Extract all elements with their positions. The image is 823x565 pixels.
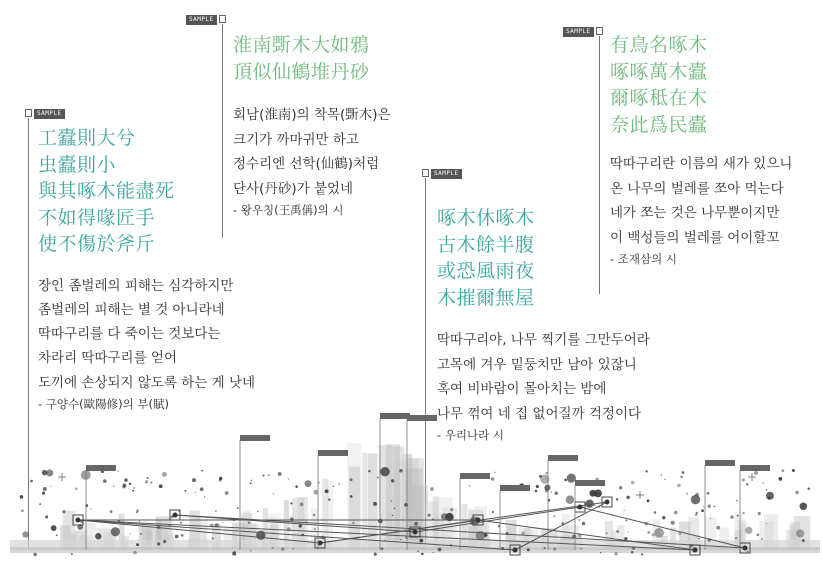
scatter-dot bbox=[631, 551, 634, 554]
scatter-dot bbox=[368, 470, 370, 472]
scatter-dot bbox=[492, 511, 494, 513]
scatter-dot bbox=[674, 511, 678, 515]
korean-line: 도끼에 손상되지 않도록 하는 게 낫네 bbox=[38, 374, 256, 391]
poem-4 bbox=[610, 32, 792, 267]
scatter-dot bbox=[250, 550, 251, 551]
scatter-dot bbox=[800, 503, 807, 510]
scatter-dot bbox=[201, 470, 203, 472]
scatter-dot bbox=[113, 485, 114, 486]
mini-tag bbox=[575, 480, 605, 486]
sample-tag: SAMPLE bbox=[186, 15, 217, 25]
scatter-dot bbox=[305, 480, 312, 487]
scatter-dot bbox=[164, 542, 166, 544]
scatter-dot bbox=[566, 496, 574, 504]
scatter-dot bbox=[45, 516, 48, 519]
scatter-dot bbox=[33, 553, 36, 556]
sample-tag: SAMPLE bbox=[563, 27, 594, 37]
scatter-dot bbox=[745, 527, 752, 534]
scatter-dot bbox=[707, 504, 711, 508]
scatter-dot bbox=[681, 476, 683, 478]
scatter-dot bbox=[22, 531, 28, 537]
sample-tag: SAMPLE bbox=[431, 169, 462, 179]
scatter-dot bbox=[792, 469, 795, 472]
scatter-dot bbox=[257, 511, 258, 512]
scatter-dot bbox=[580, 548, 581, 549]
scatter-dot bbox=[491, 477, 494, 480]
scatter-dot bbox=[521, 532, 524, 535]
network-node-dot bbox=[513, 548, 518, 553]
scatter-dot bbox=[414, 522, 418, 526]
scatter-dot bbox=[553, 547, 556, 550]
scatter-dot bbox=[553, 515, 555, 517]
scatter-dot bbox=[737, 515, 739, 517]
scatter-dot bbox=[567, 474, 576, 483]
scatter-dot bbox=[747, 551, 749, 553]
scatter-dot bbox=[136, 511, 138, 513]
scatter-dot bbox=[701, 509, 704, 512]
scatter-dot bbox=[222, 522, 223, 523]
korean-line: 딱따구리란 이름의 새가 있으니 bbox=[610, 156, 793, 172]
scatter-dot bbox=[62, 510, 65, 513]
scatter-dot bbox=[469, 485, 471, 487]
korean-line: 좀벌레의 피해는 별 것 아니라네 bbox=[38, 301, 225, 318]
scatter-dot bbox=[162, 472, 167, 477]
base-band bbox=[10, 547, 820, 553]
scatter-dot bbox=[626, 496, 630, 500]
scatter-dot bbox=[251, 480, 253, 482]
scatter-dot bbox=[544, 547, 546, 549]
scatter-dot bbox=[21, 509, 24, 512]
scatter-dot bbox=[710, 518, 711, 519]
hanja-line: 奈此爲民蠹 bbox=[610, 113, 708, 136]
scatter-dot bbox=[381, 547, 384, 550]
scatter-dot bbox=[766, 489, 768, 491]
scatter-dot bbox=[736, 500, 737, 501]
scatter-dot bbox=[43, 487, 47, 491]
scatter-dot bbox=[75, 488, 78, 491]
scatter-dot bbox=[157, 542, 160, 545]
scatter-dot bbox=[42, 492, 45, 495]
scatter-dot bbox=[124, 478, 127, 481]
scatter-dot bbox=[400, 539, 401, 540]
mini-tag bbox=[380, 413, 410, 419]
hanja-line: 工蠹則大兮 bbox=[38, 127, 136, 149]
scatter-dot bbox=[290, 517, 294, 521]
scatter-dot bbox=[392, 515, 393, 516]
scatter-dot bbox=[545, 489, 548, 492]
scatter-dot bbox=[192, 478, 196, 482]
scatter-dot bbox=[90, 508, 91, 509]
scatter-dot bbox=[20, 495, 24, 499]
scatter-dot bbox=[654, 528, 664, 538]
hanja-line: 古木餘半腹 bbox=[437, 233, 535, 256]
scatter-dot bbox=[664, 479, 665, 480]
scatter-dot bbox=[237, 507, 239, 509]
scatter-dot bbox=[394, 508, 396, 510]
scatter-dot bbox=[691, 495, 700, 504]
network-node-dot bbox=[605, 500, 610, 505]
scatter-dot bbox=[768, 497, 771, 500]
hanja-line: 或恐風雨夜 bbox=[437, 260, 535, 282]
scatter-dot bbox=[647, 531, 650, 534]
scatter-dot bbox=[380, 467, 389, 476]
scatter-dot bbox=[200, 487, 204, 491]
scatter-dot bbox=[757, 534, 760, 537]
scatter-dot bbox=[50, 486, 51, 487]
scatter-dot bbox=[484, 533, 488, 537]
scatter-dot bbox=[321, 536, 325, 540]
scatter-dot bbox=[313, 490, 318, 495]
scatter-dot bbox=[417, 550, 419, 552]
scatter-dot bbox=[219, 479, 222, 482]
scatter-dot bbox=[746, 483, 749, 486]
scatter-dot bbox=[293, 548, 294, 549]
scatter-dot bbox=[391, 479, 394, 482]
scatter-dot bbox=[758, 512, 761, 515]
mini-tag bbox=[740, 465, 770, 471]
scatter-dot bbox=[647, 499, 650, 502]
korean-line: 단사(丹砂)가 붙었네 bbox=[233, 180, 354, 197]
scatter-dot bbox=[133, 487, 135, 489]
scatter-dot bbox=[374, 553, 377, 556]
scatter-dot bbox=[399, 469, 403, 473]
hanja-line: 有鳥名啄木 bbox=[610, 34, 708, 56]
poem-hanja bbox=[38, 125, 255, 258]
scatter-dot bbox=[288, 478, 290, 480]
scatter-dot bbox=[232, 552, 236, 556]
scatter-dot bbox=[300, 502, 304, 506]
poem-hanja bbox=[233, 32, 391, 85]
hanja-line: 啄啄萬木蠹 bbox=[610, 60, 708, 83]
scatter-dot bbox=[133, 551, 137, 555]
scatter-dot bbox=[554, 491, 557, 494]
scatter-dot bbox=[703, 506, 704, 507]
scatter-dot bbox=[695, 514, 697, 516]
scatter-dot bbox=[699, 538, 700, 539]
scatter-dot bbox=[278, 472, 282, 476]
scatter-dot bbox=[250, 482, 252, 484]
scatter-dot bbox=[796, 529, 804, 537]
scatter-dot bbox=[682, 471, 685, 474]
scatter-dot bbox=[215, 510, 217, 512]
scatter-dot bbox=[122, 486, 125, 489]
scatter-dot bbox=[404, 503, 408, 507]
scatter-dot bbox=[795, 491, 798, 494]
scatter-dot bbox=[550, 491, 552, 493]
scatter-dot bbox=[582, 522, 585, 525]
scatter-dot bbox=[623, 510, 624, 511]
korean-line: 크기가 까마귀만 하고 bbox=[233, 131, 359, 148]
scatter-dot bbox=[136, 543, 139, 546]
scatter-dot bbox=[695, 512, 697, 514]
scatter-dot bbox=[527, 548, 530, 551]
scatter-dot bbox=[350, 478, 353, 481]
scatter-dot bbox=[212, 537, 214, 539]
scatter-dot bbox=[778, 477, 782, 481]
scatter-dot bbox=[268, 474, 270, 476]
scatter-dot bbox=[384, 539, 385, 540]
scatter-dot bbox=[735, 537, 738, 540]
shade-block bbox=[386, 444, 400, 550]
scatter-dot bbox=[686, 493, 688, 495]
poem-hanja bbox=[610, 32, 792, 138]
poem-translation bbox=[610, 152, 792, 250]
scatter-dot bbox=[204, 496, 205, 497]
scatter-dot bbox=[46, 469, 53, 476]
scatter-dot bbox=[273, 493, 274, 494]
network-node-dot bbox=[476, 518, 481, 523]
decorative-network-graphic bbox=[0, 400, 823, 565]
scatter-dot bbox=[631, 481, 634, 484]
scatter-dot bbox=[662, 516, 665, 519]
scatter-dot bbox=[641, 553, 644, 556]
scatter-dot bbox=[742, 478, 745, 481]
scatter-dot bbox=[564, 479, 567, 482]
korean-line: 혹여 비바람이 몰아치는 밤에 bbox=[437, 381, 607, 397]
marker-square bbox=[25, 109, 32, 117]
poem-translation bbox=[38, 274, 255, 395]
korean-line: 네가 쪼는 것은 나무뿐이지만 bbox=[610, 205, 780, 221]
scatter-dot bbox=[578, 519, 580, 521]
poem-translation bbox=[233, 103, 391, 201]
scatter-dot bbox=[51, 525, 57, 531]
scatter-dot bbox=[145, 482, 147, 484]
scatter-dot bbox=[175, 535, 179, 539]
scatter-dot bbox=[606, 532, 608, 534]
network-node-dot bbox=[743, 546, 748, 551]
scatter-dot bbox=[352, 522, 354, 524]
poem-source: - 왕우칭(王禹偁)의 시 bbox=[233, 203, 344, 217]
scatter-dot bbox=[677, 484, 680, 487]
scatter-dot bbox=[707, 492, 710, 495]
scatter-dot bbox=[110, 510, 113, 513]
mini-tag bbox=[460, 473, 490, 479]
scatter-dot bbox=[619, 486, 622, 489]
scatter-dot bbox=[645, 470, 647, 472]
mini-tag bbox=[407, 415, 437, 421]
scatter-dot bbox=[132, 490, 134, 492]
marker-square bbox=[596, 27, 603, 35]
scatter-dot bbox=[140, 533, 142, 535]
network-node-dot bbox=[76, 518, 81, 523]
hanja-line: 爾啄秪在木 bbox=[610, 87, 708, 109]
scatter-dot bbox=[195, 492, 196, 493]
scatter-dot bbox=[614, 552, 617, 555]
scatter-dot bbox=[419, 539, 423, 543]
scatter-dot bbox=[782, 469, 785, 472]
network-node-dot bbox=[173, 513, 178, 518]
scatter-dot bbox=[71, 553, 73, 555]
scatter-dot bbox=[761, 538, 763, 540]
hanja-line: 與其啄木能盡死 bbox=[38, 180, 175, 202]
marker-square bbox=[422, 169, 429, 177]
scatter-dot bbox=[430, 487, 434, 491]
hanja-line: 啄木休啄木 bbox=[437, 207, 535, 229]
scatter-dot bbox=[118, 471, 119, 472]
mini-tag bbox=[705, 460, 735, 466]
network-node-dot bbox=[693, 548, 698, 553]
scatter-dot bbox=[272, 547, 274, 549]
scatter-dot bbox=[147, 477, 149, 479]
scatter-dot bbox=[314, 528, 316, 530]
network-node-dot bbox=[413, 530, 418, 535]
scatter-dot bbox=[325, 489, 329, 493]
hanja-line: 虫蠹則小 bbox=[38, 153, 117, 176]
korean-line: 온 나무의 벌레를 쪼아 먹는다 bbox=[610, 180, 784, 197]
scatter-dot bbox=[299, 524, 302, 527]
scatter-dot bbox=[600, 552, 601, 553]
scatter-dot bbox=[39, 503, 41, 505]
marker-square bbox=[219, 15, 226, 23]
scatter-dot bbox=[95, 533, 101, 539]
scatter-dot bbox=[262, 474, 264, 476]
scatter-dot bbox=[181, 534, 184, 537]
scatter-dot bbox=[714, 506, 715, 507]
scatter-dot bbox=[350, 495, 353, 498]
scatter-dot bbox=[616, 530, 619, 533]
scatter-dot bbox=[763, 482, 765, 484]
hanja-line: 木摧爾無屋 bbox=[437, 286, 535, 309]
sample-tag: SAMPLE bbox=[34, 109, 65, 119]
scatter-dot bbox=[494, 472, 496, 474]
scatter-dot bbox=[766, 523, 767, 524]
korean-line: 차라리 딱따구리를 얻어 bbox=[38, 350, 177, 367]
scatter-dot bbox=[290, 502, 292, 504]
korean-line: 회남(淮南)의 착목(斲木)은 bbox=[233, 107, 391, 123]
scatter-dot bbox=[333, 486, 334, 487]
scatter-dot bbox=[111, 527, 120, 536]
scatter-dot bbox=[671, 521, 675, 525]
poem-source: - 구양수(歐陽修)의 부(賦) bbox=[38, 396, 169, 411]
scatter-dot bbox=[450, 508, 453, 511]
scatter-dot bbox=[438, 548, 442, 552]
scatter-dot bbox=[589, 490, 596, 497]
scatter-dot bbox=[391, 500, 393, 502]
scatter-dot bbox=[808, 488, 810, 490]
scatter-dot bbox=[313, 514, 316, 517]
scatter-dot bbox=[295, 485, 298, 488]
poem-2 bbox=[233, 32, 391, 218]
scatter-dot bbox=[730, 515, 733, 518]
mini-tag bbox=[500, 485, 530, 491]
scatter-dot bbox=[754, 471, 758, 475]
scatter-dot bbox=[328, 498, 330, 500]
poem-1 bbox=[38, 125, 255, 412]
scatter-dot bbox=[373, 502, 377, 506]
korean-line: 딱따구리를 다 죽이는 것보다는 bbox=[38, 326, 221, 343]
scatter-dot bbox=[802, 539, 805, 542]
scatter-dot bbox=[248, 521, 251, 524]
scatter-dot bbox=[150, 482, 152, 484]
scatter-dot bbox=[562, 522, 564, 524]
korean-line: 나무 꺾여 네 집 없어질까 걱정이다 bbox=[437, 405, 642, 422]
mini-tag bbox=[240, 435, 270, 441]
scatter-dot bbox=[743, 512, 745, 514]
scatter-dot bbox=[180, 522, 182, 524]
korean-line: 고목에 겨우 밑둥치만 남아 있잖니 bbox=[437, 356, 637, 373]
korean-line: 이 백성들의 벌레를 어이할꼬 bbox=[610, 229, 780, 246]
scatter-dot bbox=[30, 480, 33, 483]
scatter-dot bbox=[129, 483, 131, 485]
scatter-dot bbox=[130, 533, 131, 534]
korean-line: 장인 좀벌레의 피해는 심각하지만 bbox=[38, 277, 234, 294]
scatter-dot bbox=[159, 484, 163, 488]
scatter-dot bbox=[281, 547, 285, 551]
poem-source: - 우리나라 시 bbox=[437, 428, 505, 442]
mini-tag bbox=[318, 450, 348, 456]
scatter-dot bbox=[546, 472, 548, 474]
scatter-dot bbox=[716, 526, 720, 530]
mini-tag bbox=[86, 465, 116, 471]
scatter-dot bbox=[627, 531, 628, 532]
korean-line: 딱따구리야, 나무 찍기를 그만두어라 bbox=[437, 332, 650, 348]
scatter-dot bbox=[421, 553, 423, 555]
network-node-dot bbox=[578, 505, 583, 510]
korean-line: 정수리엔 선학(仙鶴)처럼 bbox=[233, 156, 380, 172]
mini-tag bbox=[548, 455, 578, 461]
scatter-dot bbox=[377, 477, 379, 479]
scatter-dot bbox=[616, 498, 618, 500]
scatter-dot bbox=[139, 521, 140, 522]
hanja-line: 頂似仙鶴堆丹砂 bbox=[233, 60, 370, 83]
hanja-line: 淮南斲木大如鴉 bbox=[233, 34, 370, 56]
scatter-dot bbox=[433, 552, 435, 554]
scatter-dot bbox=[225, 491, 229, 495]
shade-block bbox=[362, 453, 367, 550]
hanja-line: 使不傷於斧斤 bbox=[38, 233, 156, 255]
scatter-dot bbox=[535, 490, 538, 493]
scatter-dot bbox=[536, 485, 539, 488]
scatter-dot bbox=[428, 514, 431, 517]
poem-source: - 조재삼의 시 bbox=[610, 252, 678, 266]
scatter-dot bbox=[625, 519, 627, 521]
scatter-dot bbox=[654, 511, 657, 514]
scatter-dot bbox=[103, 479, 107, 483]
hanja-line: 不如得喙匠手 bbox=[38, 206, 156, 229]
scatter-dot bbox=[660, 474, 662, 476]
scatter-dot bbox=[338, 483, 340, 485]
scatter-dot bbox=[184, 490, 186, 492]
scatter-dot bbox=[56, 534, 58, 536]
